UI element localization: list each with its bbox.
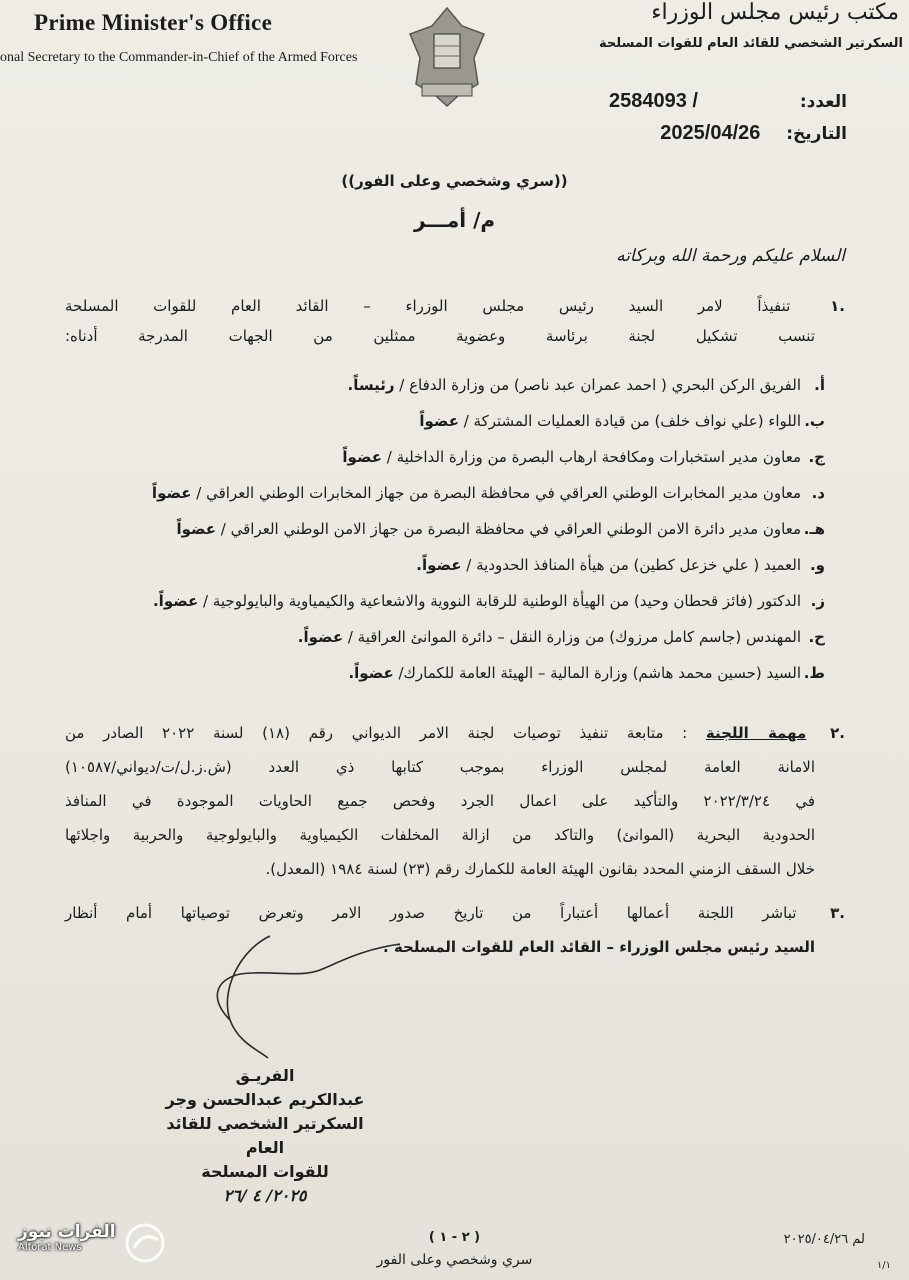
committee-members-list <box>65 376 825 700</box>
signatory-name: عبدالكريم عبدالحسن وجر <box>165 1090 365 1109</box>
signatory-rank: الفريـق <box>235 1066 295 1085</box>
alforat-logo-icon <box>120 1218 170 1268</box>
footer-corner: ١/١ <box>876 1260 891 1271</box>
list-item: ب.اللواء (علي نواف خلف) من قيادة العمليات المشتركة / عضواً <box>419 412 825 430</box>
list-item: ز.الدكتور (فائز قحطان وحيد) من الهيأة الوطنية للرقابة النووية والاشعاعية والكيمياوية والبايولوجية / عضواً. <box>152 592 825 610</box>
footer-reference: لم ٢٠٢٥/٠٤/٢٦ <box>783 1232 865 1247</box>
office-subtitle-arabic: السكرتير الشخصي للقائد العام للقوات المسلحة <box>599 36 903 51</box>
page-number: ( ٢ - ١ ) <box>428 1230 481 1245</box>
paragraph-2-line: الامانة العامة لمجلس الوزراء بموجب كتابها ذي العدد (ش.ز.ل/ت/ديواني/١٠٥٨٧) <box>65 758 815 776</box>
office-subtitle-english: onal Secretary to the Commander-in-Chief of the Armed Forces <box>0 50 358 65</box>
iraq-emblem-icon <box>404 4 490 108</box>
paragraph-2-line: الحدودية البحرية (الموانئ) والتاكد من ازالة المخلفات الكيمياوية والبايولوجية والحربية واجلائها <box>65 826 815 844</box>
list-item: هـ.معاون مدير دائرة الامن الوطني العراقي في محافظة البصرة من جهاز الامن الوطني العراقي / عضواً <box>176 520 825 538</box>
document-number <box>609 90 847 113</box>
paragraph-3-line: .٣ تباشر اللجنة أعمالها أعتباراً من تاريخ صدور الامر وتعرض توصياتها أمام أنظار <box>65 904 845 922</box>
list-item: د.معاون مدير المخابرات الوطني العراقي في محافظة البصرة من جهاز المخابرات الوطني العراقي / عضواً <box>151 484 825 502</box>
signature-date: ٢٠٢٥/ ٤ /٢٦ <box>223 1186 307 1205</box>
subject-line: م/ أمـــر <box>413 208 496 232</box>
signature-block <box>150 1064 380 1208</box>
signatory-title: للقوات المسلحة <box>201 1162 329 1181</box>
list-item: ط.السيد (حسين محمد هاشم) وزارة المالية – الهيئة العامة للكمارك/ عضواً. <box>348 664 825 682</box>
classification-heading: ((سري وشخصي وعلى الفور)) <box>341 172 568 190</box>
document-date <box>660 122 847 145</box>
paragraph-2 <box>65 716 845 886</box>
paragraph-1 <box>65 296 845 346</box>
list-item: ح.المهندس (جاسم كامل مرزوك) من وزارة النقل – دائرة الموانئ العراقية / عضواً. <box>297 628 825 646</box>
office-title-english: Prime Minister's Office <box>34 10 273 35</box>
list-item: أ.الفريق الركن البحري ( احمد عمران عبد ناصر) من وزارة الدفاع / رئيساً. <box>347 376 825 394</box>
committee-task-label: مهمة اللجنة <box>705 724 807 742</box>
signatory-title: السكرتير الشخصي للقائد العام <box>166 1114 364 1157</box>
date-value: 2025/04/26 <box>660 122 761 144</box>
paragraph-2-line: في ٢٠٢٢/٣/٢٤ والتأكيد على اعمال الجرد وفحص جميع الحاويات الموجودة في المنافذ <box>65 792 815 810</box>
list-item: و.العميد ( علي خزعل كطين) من هيأة المنافذ الحدودية / عضواً. <box>416 556 825 574</box>
paragraph-1-line: تنسب تشكيل لجنة برئاسة وعضوية ممثلين من الجهات المدرجة أدناه: <box>65 327 815 345</box>
date-label: التاريخ: <box>786 124 847 144</box>
number-label: العدد: <box>799 92 847 112</box>
paragraph-number: .١ <box>830 297 845 315</box>
paragraph-3-line: السيد رئيس مجلس الوزراء – القائد العام للقوات المسلحة . <box>383 938 815 956</box>
paragraph-1-line: .١ تنفيذاً لامر السيد رئيس مجلس الوزراء – القائد العام للقوات المسلحة <box>65 297 845 315</box>
office-title-arabic: مكتب رئيس مجلس الوزراء <box>651 0 899 25</box>
watermark-brand-arabic: الفرات نيوز <box>18 1222 116 1242</box>
handwritten-signature <box>150 930 410 1070</box>
number-value: 2584093 / <box>609 90 698 112</box>
paragraph-2-line: خلال السقف الزمني المحدد بقانون الهيئة العامة للكمارك رقم (٢٣) لسنة ١٩٨٤ (المعدل). <box>265 860 815 878</box>
alforat-news-watermark <box>18 1222 116 1253</box>
watermark-brand-english: Alforat News <box>18 1242 82 1253</box>
list-item: ج.معاون مدير استخبارات ومكافحة ارهاب البصرة من وزارة الداخلية / عضواً <box>342 448 825 466</box>
footer-classification: سري وشخصي وعلى الفور <box>376 1252 533 1268</box>
greeting: السلام عليكم ورحمة الله وبركاته <box>616 246 845 266</box>
paragraph-2-line: .٢ مهمة اللجنة : متابعة تنفيذ توصيات لجنة الامر الديواني رقم (١٨) لسنة ٢٠٢٢ الصادر من <box>65 724 845 742</box>
